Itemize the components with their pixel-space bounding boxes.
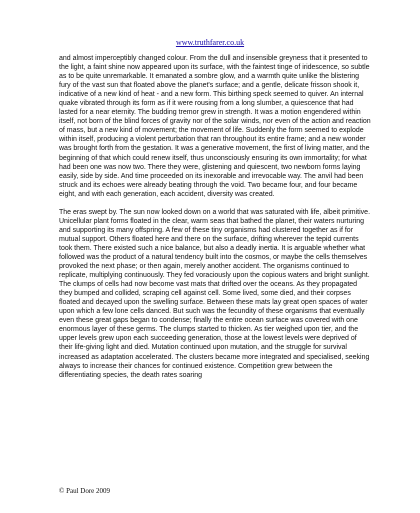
paragraph-1: and almost imperceptibly changed colour. From the dull and insensible greyness that it presented to the light, a faint shine now appeared upon its surface, with the faintest tinge of iridescence, so subtle as to be quite unremarkable. It emanated a sombre glow, and a warmth quite unlike the blistering fury of the vast sun that floated above the planet's surface; and a gentle, delicate frisson shook it, indicative of a new kind of heat - and a new form. This birthing speck seemed to quiver. An internal quake vibrated through its form as if it were rousing from a long slumber, a quiescence that had lasted for a near eternity. The budding tremor grew in strength. It was a motion engendered within itself, not born of the blind forces of gravity nor of the solar winds, nor even of the action and reaction of mass, but a new kind of movement; the movement of life. Suddenly the form seemed to explode within itself, producing a violent perturbation that ran throughout its entire frame; and a new wonder was brought forth from the gestation. It was a generative movement, the first of living matter, and the beginning of that which could renew itself, thus unconsciously ensuring its own immortality; for what had been one was now two. There they were, glistening and quiescent, two newborn forms laying easily, side by side. And time proceeded on its inexorable and irrevocable way. The anvil had been struck and its echoes were already beating through the void. Two became four, and four became eight, and with each generation, each accident, diversity was created. bbox=[59, 55, 371, 198]
paragraph-2: The eras swept by. The sun now looked down on a world that was saturated with life, albeit primitive. Unicellular plant forms floated in the clear, warm seas that bathed the planet, their waters nurturing and supporting its many offspring. A few of these tiny organisms had clustered together as if for mutual support. Others floated here and there on the surface, drifting wherever the tepid currents took them. There existed such a nice balance, but also a deadly inertia. It is arguable whether what followed was the product of a natural tendency built into the cosmos, or maybe the cells themselves provoked the next phase; or then again, merely another accident. The organisms continued to replicate, multiplying continuously. They fed voraciously upon the copious waters and bright sunlight. The clumps of cells had now become vast mats that drifted over the oceans. As they propagated they bumped and collided, scraping cell against cell. Some lived, some died, and their corpses floated and decayed upon the swelling surface. Between these mats lay great open spaces of water upon which a few lone cells danced. But such was the fecundity of these organisms that eventually even these great gaps began to condense; finally the entire ocean surface was covered with one enormous layer of these germs. The clumps started to thicken. As tier weighed upon tier, and the upper levels grew upon each succeeding generation, those at the lowest levels were deprived of their life-giving light and died. Mutation continued upon mutation, and the struggle for survival increased as adaptation accelerated. The clusters became more integrated and specialised, seeking always to increase their chances for continued existence. Competition grew between the differentiating species, the death rates soaring bbox=[59, 208, 371, 379]
site-link[interactable]: www.truthfarer.co.uk bbox=[175, 38, 245, 47]
copyright-notice: © Paul Dore 2009 bbox=[59, 487, 111, 495]
body-text bbox=[59, 54, 371, 380]
